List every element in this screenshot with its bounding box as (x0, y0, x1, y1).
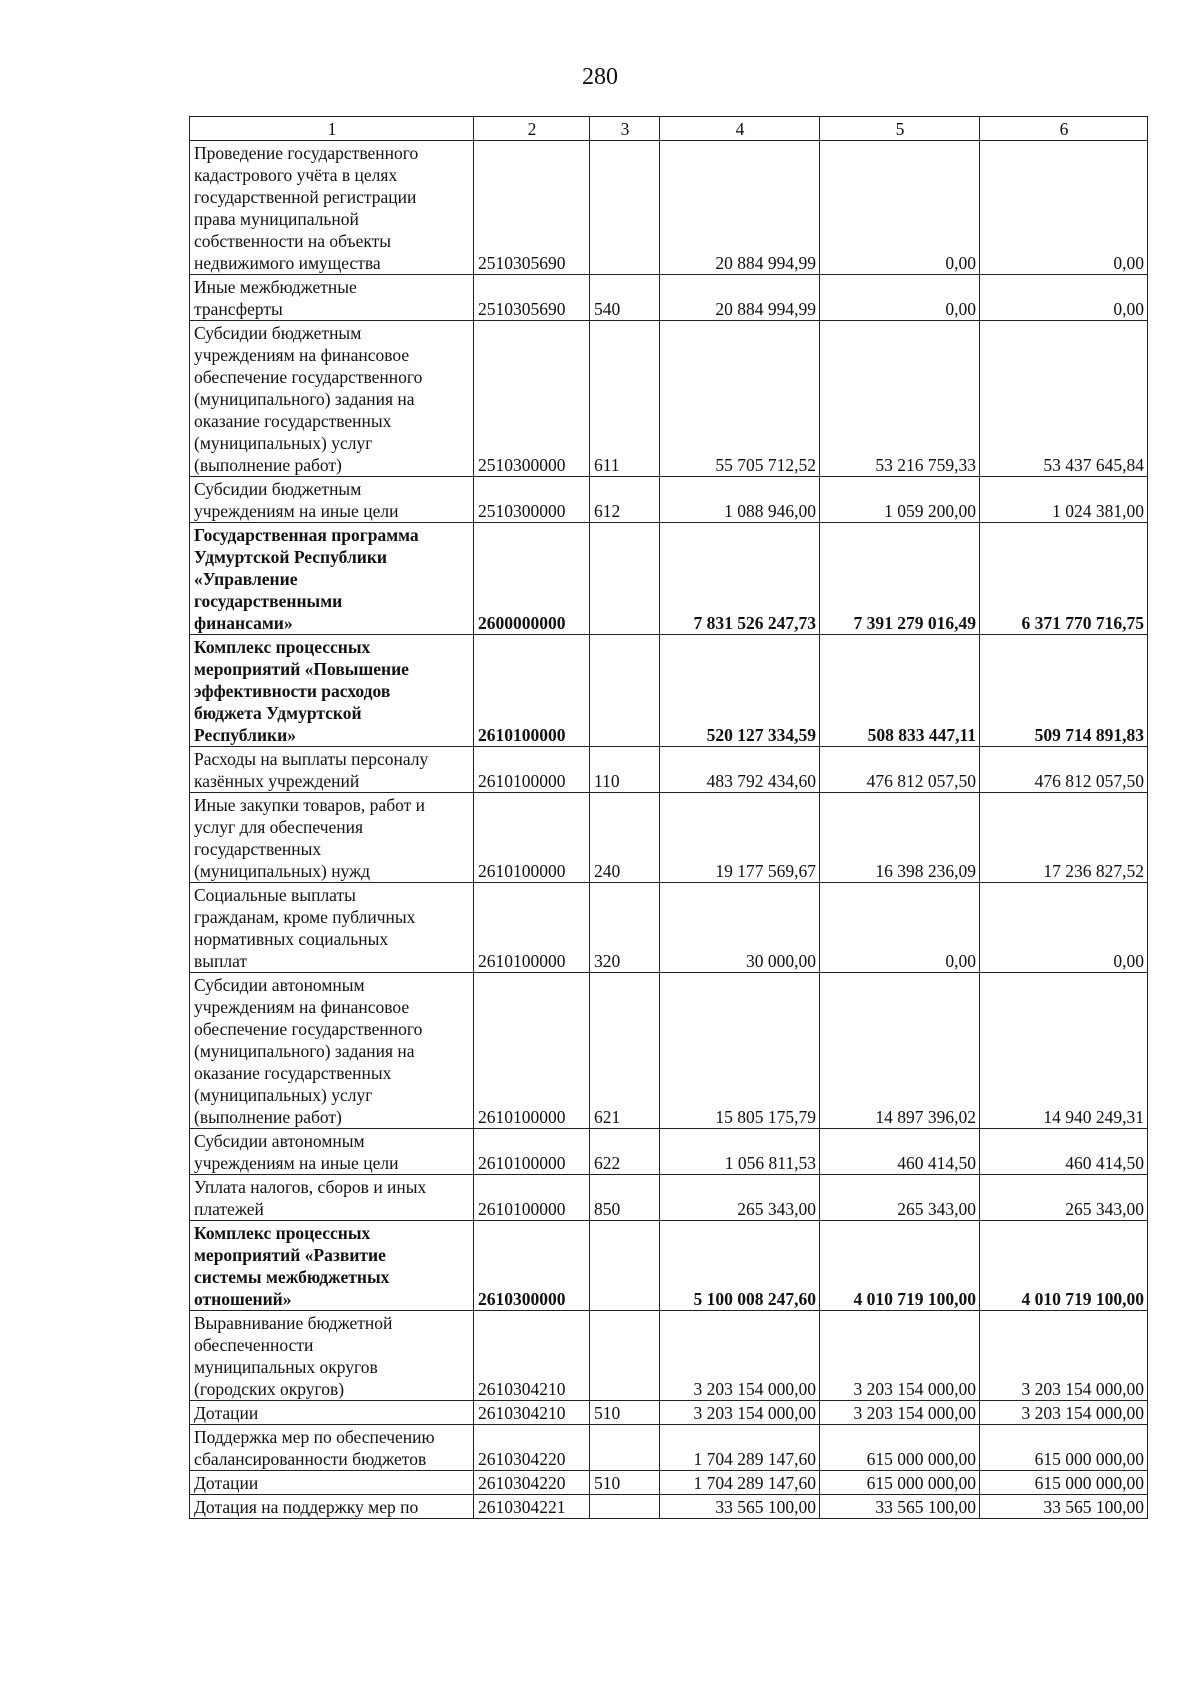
table-row (190, 747, 1148, 793)
table-row (190, 321, 1148, 477)
row-amount-2-cell: 14 897 396,02 (820, 973, 980, 1129)
table-row (190, 635, 1148, 747)
row-expense-type-cell: 320 (590, 883, 660, 973)
budget-table (189, 116, 1148, 1519)
row-amount-2-cell: 33 565 100,00 (820, 1495, 980, 1519)
row-code-cell: 2510300000 (474, 321, 590, 477)
row-amount-2-cell: 0,00 (820, 883, 980, 973)
row-amount-2-cell: 615 000 000,00 (820, 1425, 980, 1471)
row-amount-2-cell: 508 833 447,11 (820, 635, 980, 747)
row-amount-1-cell: 55 705 712,52 (660, 321, 820, 477)
row-amount-2-cell: 615 000 000,00 (820, 1471, 980, 1495)
table-row (190, 1221, 1148, 1311)
row-code-cell: 2610304210 (474, 1401, 590, 1425)
row-name-cell: Субсидии бюджетным учреждениям на финансовое обеспечение государственного (муниципального) задания на оказание государственных (муниципальных) услуг (выполнение работ) (190, 321, 474, 477)
row-name-cell: Субсидии автономным учреждениям на финансовое обеспечение государственного (муниципального) задания на оказание государственных (муниципальных) услуг (выполнение работ) (190, 973, 474, 1129)
row-name-cell: Дотации (190, 1471, 474, 1495)
row-amount-1-cell: 5 100 008 247,60 (660, 1221, 820, 1311)
row-amount-2-cell: 3 203 154 000,00 (820, 1401, 980, 1425)
row-amount-3-cell: 53 437 645,84 (980, 321, 1148, 477)
table-row (190, 275, 1148, 321)
row-expense-type-cell (590, 141, 660, 275)
column-header-1: 1 (190, 117, 474, 141)
table-row (190, 1495, 1148, 1519)
row-expense-type-cell: 240 (590, 793, 660, 883)
row-code-cell: 2510305690 (474, 275, 590, 321)
row-code-cell: 2510305690 (474, 141, 590, 275)
row-expense-type-cell (590, 1425, 660, 1471)
table-row (190, 1471, 1148, 1495)
table-row (190, 973, 1148, 1129)
table-row (190, 141, 1148, 275)
row-name-cell: Государственная программа Удмуртской Республики «Управление государственными финансами» (190, 523, 474, 635)
column-header-6: 6 (980, 117, 1148, 141)
table-row (190, 1129, 1148, 1175)
row-name-cell: Уплата налогов, сборов и иных платежей (190, 1175, 474, 1221)
row-amount-2-cell: 0,00 (820, 275, 980, 321)
row-expense-type-cell: 612 (590, 477, 660, 523)
row-code-cell: 2510300000 (474, 477, 590, 523)
row-code-cell: 2610304221 (474, 1495, 590, 1519)
table-header-row (190, 117, 1148, 141)
row-expense-type-cell: 110 (590, 747, 660, 793)
row-amount-3-cell: 460 414,50 (980, 1129, 1148, 1175)
row-name-cell: Комплекс процессных мероприятий «Повышение эффективности расходов бюджета Удмуртской Республики» (190, 635, 474, 747)
table-row (190, 1425, 1148, 1471)
row-name-cell: Расходы на выплаты персоналу казённых учреждений (190, 747, 474, 793)
row-amount-2-cell: 3 203 154 000,00 (820, 1311, 980, 1401)
row-amount-3-cell: 17 236 827,52 (980, 793, 1148, 883)
row-amount-3-cell: 3 203 154 000,00 (980, 1311, 1148, 1401)
row-amount-3-cell: 1 024 381,00 (980, 477, 1148, 523)
table-row (190, 1175, 1148, 1221)
row-amount-3-cell: 4 010 719 100,00 (980, 1221, 1148, 1311)
row-amount-3-cell: 14 940 249,31 (980, 973, 1148, 1129)
row-expense-type-cell (590, 1495, 660, 1519)
row-amount-1-cell: 7 831 526 247,73 (660, 523, 820, 635)
row-expense-type-cell: 621 (590, 973, 660, 1129)
row-amount-2-cell: 265 343,00 (820, 1175, 980, 1221)
row-amount-1-cell: 3 203 154 000,00 (660, 1311, 820, 1401)
row-expense-type-cell: 510 (590, 1401, 660, 1425)
row-amount-2-cell: 7 391 279 016,49 (820, 523, 980, 635)
row-name-cell: Дотации (190, 1401, 474, 1425)
table-row (190, 477, 1148, 523)
table-row (190, 793, 1148, 883)
column-header-4: 4 (660, 117, 820, 141)
row-amount-1-cell: 1 088 946,00 (660, 477, 820, 523)
table-row (190, 1311, 1148, 1401)
row-amount-1-cell: 33 565 100,00 (660, 1495, 820, 1519)
row-expense-type-cell (590, 1311, 660, 1401)
row-code-cell: 2610100000 (474, 973, 590, 1129)
row-amount-3-cell: 3 203 154 000,00 (980, 1401, 1148, 1425)
row-expense-type-cell: 850 (590, 1175, 660, 1221)
row-name-cell: Субсидии бюджетным учреждениям на иные цели (190, 477, 474, 523)
row-amount-1-cell: 483 792 434,60 (660, 747, 820, 793)
row-amount-2-cell: 16 398 236,09 (820, 793, 980, 883)
row-code-cell: 2610100000 (474, 1175, 590, 1221)
row-code-cell: 2610100000 (474, 793, 590, 883)
row-amount-3-cell: 0,00 (980, 141, 1148, 275)
row-amount-2-cell: 476 812 057,50 (820, 747, 980, 793)
row-amount-2-cell: 0,00 (820, 141, 980, 275)
column-header-3: 3 (590, 117, 660, 141)
row-code-cell: 2610304220 (474, 1425, 590, 1471)
row-expense-type-cell (590, 1221, 660, 1311)
row-expense-type-cell (590, 523, 660, 635)
row-expense-type-cell: 510 (590, 1471, 660, 1495)
row-code-cell: 2600000000 (474, 523, 590, 635)
row-name-cell: Выравнивание бюджетной обеспеченности муниципальных округов (городских округов) (190, 1311, 474, 1401)
row-name-cell: Поддержка мер по обеспечению сбалансированности бюджетов (190, 1425, 474, 1471)
column-header-2: 2 (474, 117, 590, 141)
row-name-cell: Проведение государственного кадастрового учёта в целях государственной регистрации права муниципальной собственности на объекты недвижимого имущества (190, 141, 474, 275)
row-amount-1-cell: 20 884 994,99 (660, 141, 820, 275)
row-amount-3-cell: 265 343,00 (980, 1175, 1148, 1221)
row-name-cell: Дотация на поддержку мер по (190, 1495, 474, 1519)
row-code-cell: 2610100000 (474, 747, 590, 793)
row-amount-2-cell: 1 059 200,00 (820, 477, 980, 523)
row-name-cell: Иные межбюджетные трансферты (190, 275, 474, 321)
row-amount-1-cell: 520 127 334,59 (660, 635, 820, 747)
row-amount-1-cell: 19 177 569,67 (660, 793, 820, 883)
row-amount-2-cell: 460 414,50 (820, 1129, 980, 1175)
table-row (190, 1401, 1148, 1425)
row-expense-type-cell: 622 (590, 1129, 660, 1175)
row-expense-type-cell: 540 (590, 275, 660, 321)
table-row (190, 523, 1148, 635)
row-name-cell: Субсидии автономным учреждениям на иные цели (190, 1129, 474, 1175)
row-amount-3-cell: 0,00 (980, 883, 1148, 973)
row-expense-type-cell (590, 635, 660, 747)
table-body (190, 141, 1148, 1519)
row-amount-1-cell: 265 343,00 (660, 1175, 820, 1221)
row-amount-1-cell: 1 704 289 147,60 (660, 1425, 820, 1471)
column-header-5: 5 (820, 117, 980, 141)
row-name-cell: Иные закупки товаров, работ и услуг для обеспечения государственных (муниципальных) нужд (190, 793, 474, 883)
row-code-cell: 2610100000 (474, 635, 590, 747)
row-amount-1-cell: 1 704 289 147,60 (660, 1471, 820, 1495)
row-amount-1-cell: 30 000,00 (660, 883, 820, 973)
row-amount-3-cell: 615 000 000,00 (980, 1425, 1148, 1471)
row-amount-3-cell: 476 812 057,50 (980, 747, 1148, 793)
row-code-cell: 2610100000 (474, 883, 590, 973)
row-code-cell: 2610304210 (474, 1311, 590, 1401)
row-expense-type-cell: 611 (590, 321, 660, 477)
row-amount-3-cell: 0,00 (980, 275, 1148, 321)
row-amount-1-cell: 15 805 175,79 (660, 973, 820, 1129)
row-amount-2-cell: 4 010 719 100,00 (820, 1221, 980, 1311)
row-name-cell: Социальные выплаты гражданам, кроме публичных нормативных социальных выплат (190, 883, 474, 973)
page-number: 280 (582, 64, 618, 90)
row-code-cell: 2610300000 (474, 1221, 590, 1311)
table-row (190, 883, 1148, 973)
row-amount-1-cell: 1 056 811,53 (660, 1129, 820, 1175)
row-code-cell: 2610100000 (474, 1129, 590, 1175)
row-amount-3-cell: 6 371 770 716,75 (980, 523, 1148, 635)
row-amount-1-cell: 3 203 154 000,00 (660, 1401, 820, 1425)
row-amount-1-cell: 20 884 994,99 (660, 275, 820, 321)
row-code-cell: 2610304220 (474, 1471, 590, 1495)
row-amount-3-cell: 33 565 100,00 (980, 1495, 1148, 1519)
row-amount-3-cell: 615 000 000,00 (980, 1471, 1148, 1495)
row-amount-2-cell: 53 216 759,33 (820, 321, 980, 477)
row-name-cell: Комплекс процессных мероприятий «Развитие системы межбюджетных отношений» (190, 1221, 474, 1311)
row-amount-3-cell: 509 714 891,83 (980, 635, 1148, 747)
